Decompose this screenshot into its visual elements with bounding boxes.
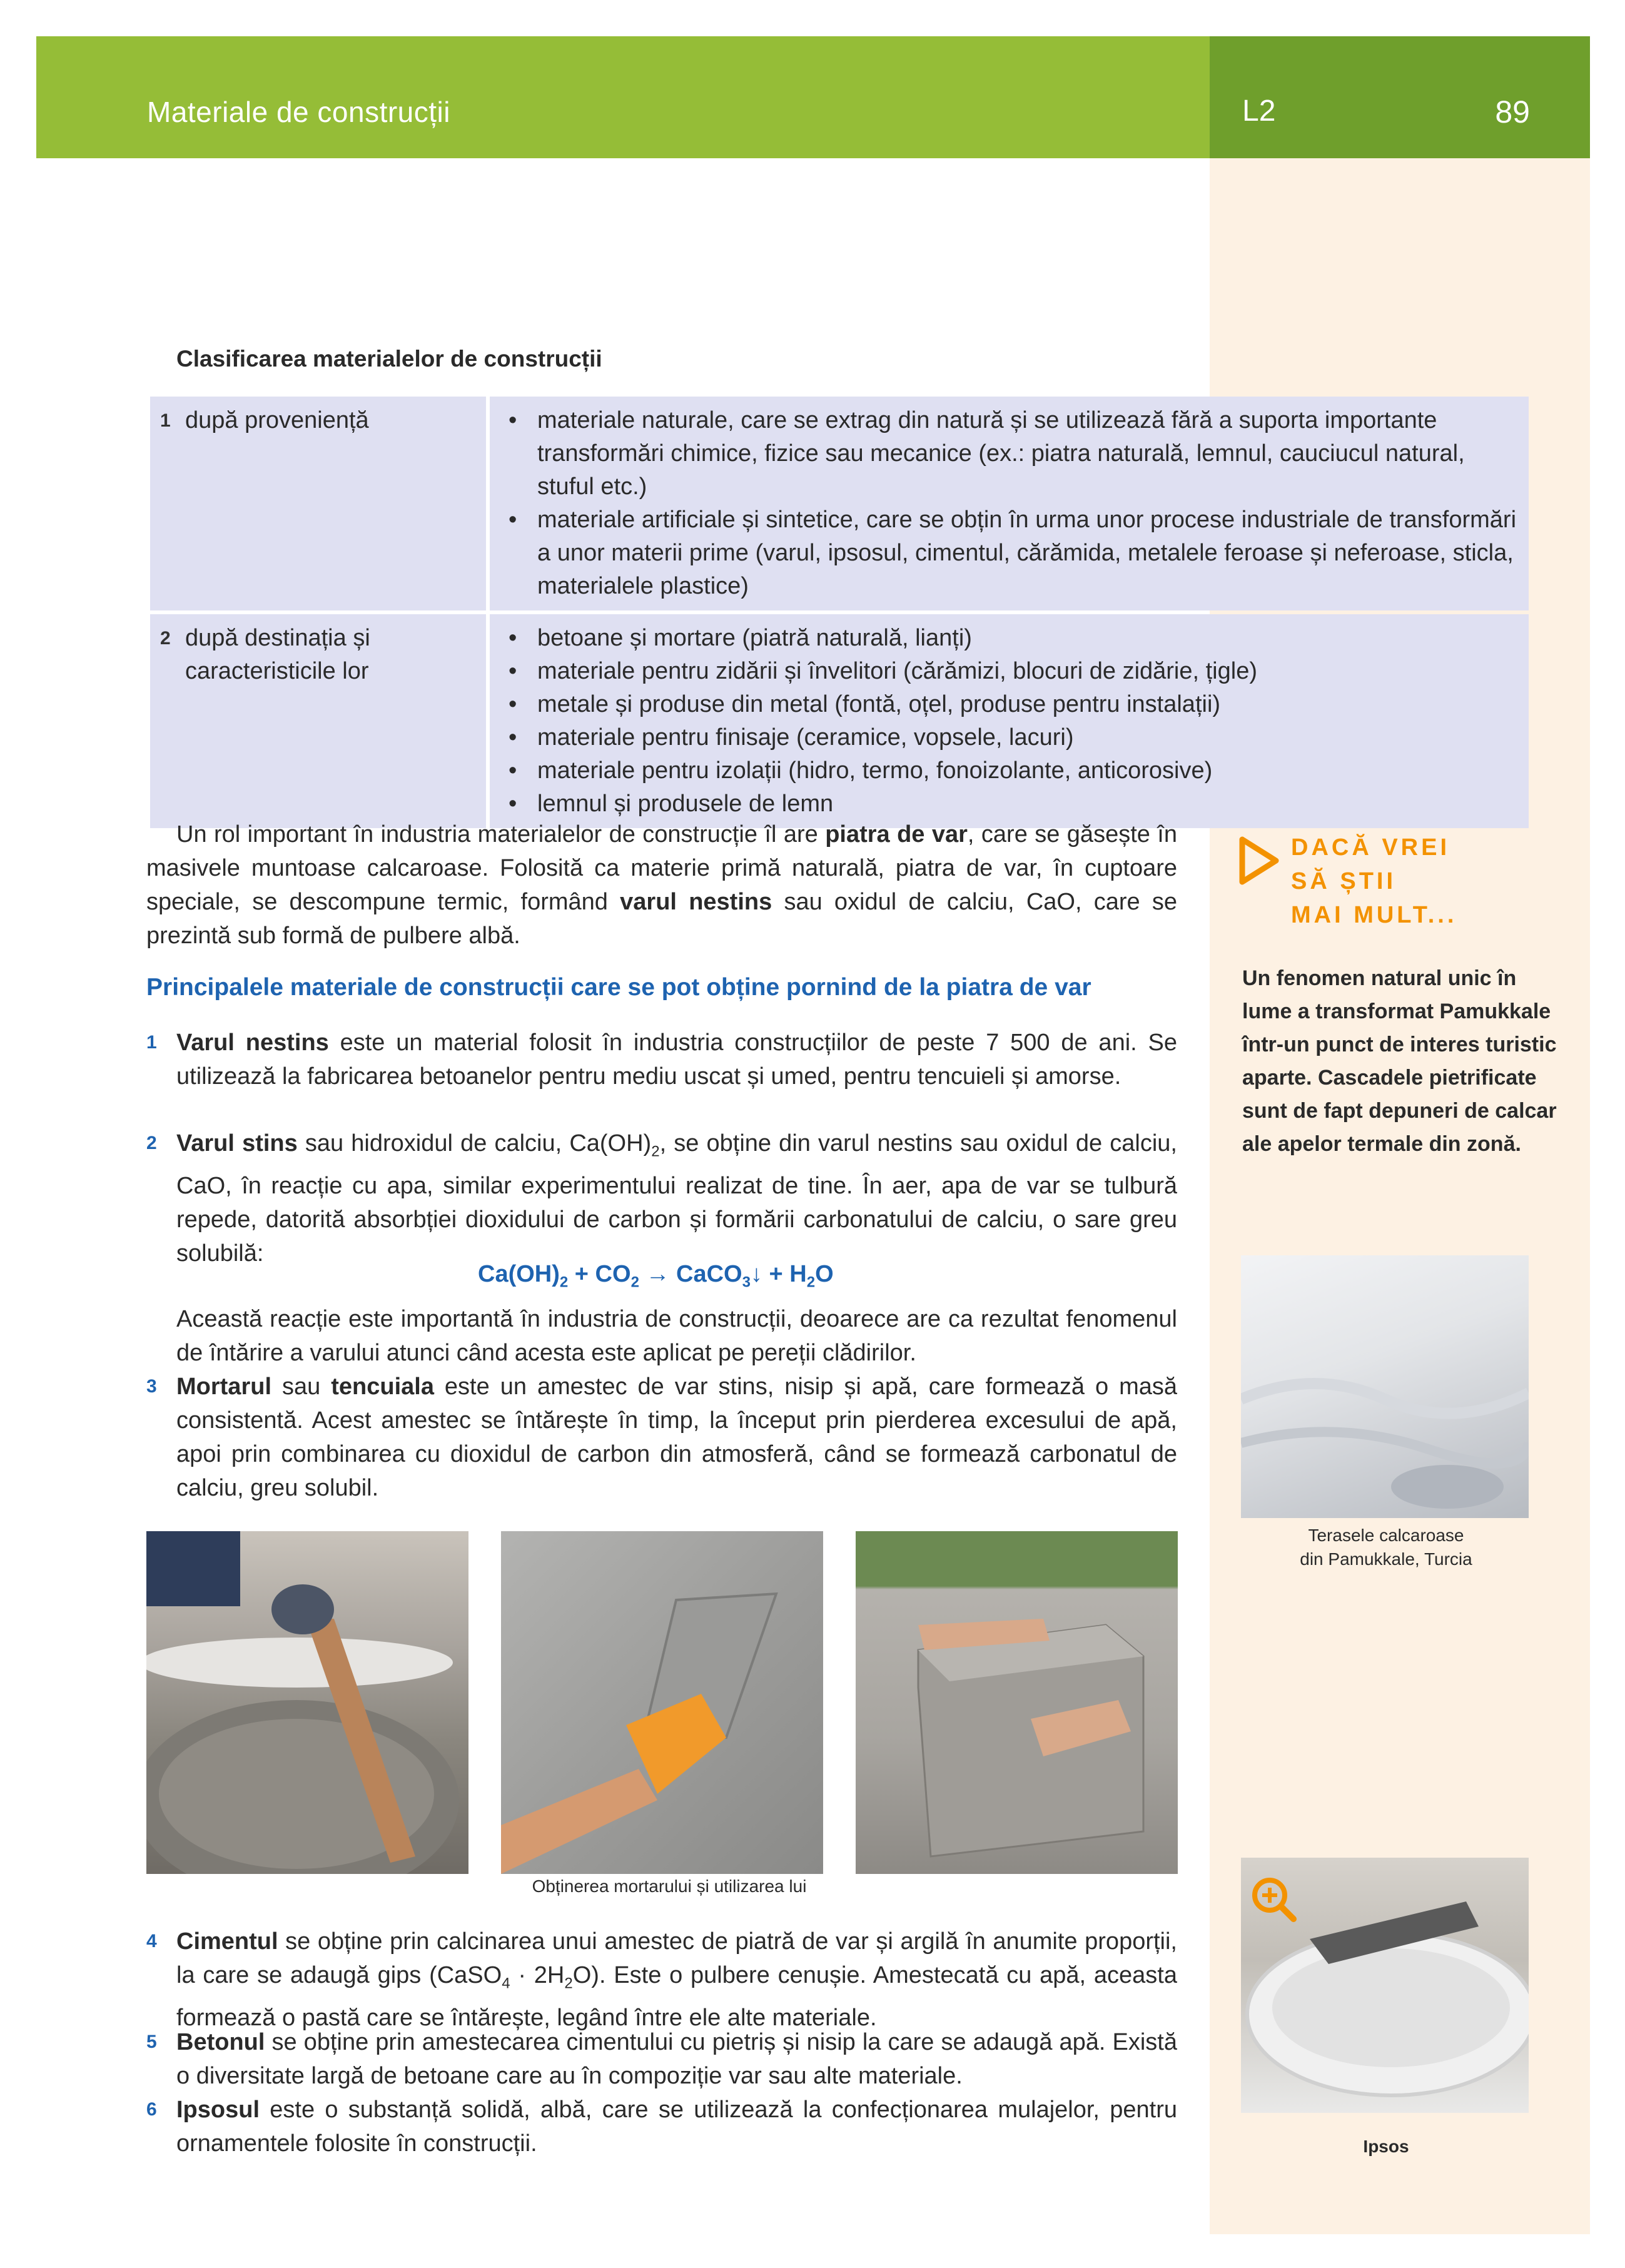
item-text: sau hidroxidul de calciu, Ca(OH) bbox=[297, 1130, 652, 1157]
intro-paragraph bbox=[146, 818, 1177, 953]
caption-line: din Pamukkale, Turcia bbox=[1300, 1549, 1472, 1569]
chemical-equation: $Ca(OH)_2 + CO_2$ → CaCO$_3$↓ + $H_2O$ bbox=[478, 1261, 834, 1291]
item-text: O). Este o pulbere cenușie. Amestecată cu apă, aceasta formează o pastă care se întărește, legând între ele alte materiale. bbox=[176, 1962, 1177, 2031]
item-number: 6 bbox=[146, 2099, 157, 2120]
list-item: • betoane și mortare (piatră naturală, lianți) bbox=[500, 622, 1519, 655]
table-row bbox=[150, 397, 1529, 610]
item-term: Betonul bbox=[176, 2029, 265, 2055]
table-cell-label bbox=[150, 614, 486, 828]
item-term: Mortarul bbox=[176, 1374, 271, 1400]
item-number: 3 bbox=[146, 1376, 157, 1397]
magnifier-plus-icon[interactable] bbox=[1248, 1874, 1298, 1924]
table-row bbox=[150, 614, 1529, 828]
item-text: · 2H bbox=[510, 1962, 565, 1988]
photo-concrete-block bbox=[856, 1531, 1178, 1874]
mortar-bucket-illustration bbox=[146, 1531, 468, 1874]
gypsum-caption: Ipsos bbox=[1363, 2137, 1409, 2156]
sidebar-text: Un fenomen natural unic în lume a transformat Pamukkale într-un punct de interes turistic aparte. Cascadele pietrificate sunt de fapt depuneri de calcar ale apelor termale din zonă. bbox=[1242, 966, 1557, 1156]
list-item-mortarul bbox=[146, 1370, 1177, 1505]
intro-bold: piatra de var bbox=[825, 821, 968, 848]
list-item: • materiale artificiale și sintetice, care se obțin în urma unor procese industriale de transformări a unor materii prime (varul, ipsosul, cimentul, cărămida, metalele feroase și neferoase, sticla, materialele plastice) bbox=[500, 504, 1519, 603]
list-item-cimentul bbox=[146, 1925, 1177, 2035]
classification-heading: Clasificarea materialelor de construcții bbox=[176, 346, 602, 372]
chapter-title: Materiale de construcții bbox=[147, 96, 450, 128]
intro-bold: varul nestins bbox=[620, 889, 772, 915]
play-arrow-icon bbox=[1237, 836, 1281, 886]
photo-plastering-wall bbox=[501, 1531, 823, 1874]
row-label: după destinația și caracteristicile lor bbox=[185, 625, 370, 684]
item-text: este un material folosit în industria construcțiilor de peste 7 500 de ani. Se utilizează la fabricarea betoanelor pentru mediu uscat și umed, pentru tencuieli și amorse. bbox=[176, 1030, 1177, 1090]
item-text: este un amestec de var stins, nisip și apă, care formează o masă consistentă. Acest amestec se întărește în timp, la început prin pierderea excesului de apă, apoi prin combinarea cu dioxidul de carbon din atmosferă, când se formează carbonatul de calciu, greu solubil. bbox=[176, 1374, 1177, 1501]
sidebar-heading-line: SĂ ȘTII bbox=[1291, 868, 1397, 894]
list-item-betonul bbox=[146, 2025, 1177, 2093]
reaction-explanation: Această reacție este importantă în industria de construcții, deoarece are ca rezultat fenomenul de întărire a varului atunci când acesta este aplicat pe pereții clădirilor. bbox=[176, 1306, 1177, 1366]
terraces-illustration bbox=[1241, 1255, 1529, 1518]
row-label: după proveniență bbox=[185, 407, 369, 433]
table-cell-content bbox=[490, 614, 1529, 828]
item-text: sau bbox=[271, 1374, 332, 1400]
item-term: tencuiala bbox=[331, 1374, 434, 1400]
list-item: • materiale naturale, care se extrag din natură și se utilizează fără a suporta importante transformări chimice, fizice sau mecanice (ex.: piatra naturală, lemnul, cauciucul natural, stuful etc.) bbox=[500, 404, 1519, 504]
intro-text: Un rol important în industria materialelor de construcție îl are bbox=[176, 821, 826, 848]
row-number: 2 bbox=[160, 628, 171, 649]
list-item: • materiale pentru izolații (hidro, termo, fonoizolante, anticorosive) bbox=[500, 754, 1519, 787]
item-term: Varul nestins bbox=[176, 1030, 329, 1056]
materials-subheading: Principalele materiale de construcții care se pot obține pornind de la piatra de var bbox=[146, 974, 1091, 1001]
pamukkale-caption bbox=[1242, 1524, 1530, 1571]
item-number: 4 bbox=[146, 1931, 157, 1952]
item-text: , se obține din varul nestins sau oxidul de calciu, CaO, în reacție cu apa, similar experimentului realizat de tine. În aer, apa de var se tulbură repede, datorită absorbției dioxidului de carbon și formării carbonatului de calciu, o sare greu solubilă: bbox=[176, 1130, 1177, 1267]
photo-pamukkale-terraces bbox=[1241, 1255, 1529, 1518]
intro-text: , care se găsește în masivele muntoase calcaroase. Folosită ca materie primă naturală, piatra de var, în cuptoare speciale, se descompune termic, formând bbox=[146, 821, 1177, 915]
table-cell-label bbox=[150, 397, 486, 610]
table-cell-content bbox=[490, 397, 1529, 610]
item-number: 5 bbox=[146, 2032, 157, 2052]
item-text: se obține prin calcinarea unui amestec de piatră de var și argilă în anumite proporții, la care se adaugă gips (CaSO bbox=[176, 1928, 1177, 1988]
intro-text: sau oxidul de calciu, CaO, care se prezintă sub formă de pulbere albă. bbox=[146, 889, 1177, 949]
caption-line: Terasele calcaroase bbox=[1308, 1526, 1464, 1545]
row-number: 1 bbox=[160, 410, 171, 431]
sidebar-heading-line: MAI MULT... bbox=[1291, 902, 1457, 928]
block-illustration bbox=[856, 1531, 1178, 1874]
subscript: 2 bbox=[651, 1143, 660, 1160]
item-text: se obține prin amestecarea cimentului cu pietriș și nisip la care se adaugă apă. Există o diversitate largă de betoane care au în compoziție var sau alte materiale. bbox=[176, 2029, 1177, 2089]
list-item-varul-nestins bbox=[146, 1026, 1177, 1093]
list-item: • metale și produse din metal (fontă, oțel, produse pentru instalații) bbox=[500, 688, 1519, 721]
sidebar-heading-line: DACĂ VREI bbox=[1291, 834, 1450, 861]
list-item: • materiale pentru zidării și învelitori (cărămizi, blocuri de zidărie, țigle) bbox=[500, 655, 1519, 688]
item-text: este o substanță solidă, albă, care se utilizează la confecționarea mulajelor, pentru ornamentele folosite în construcții. bbox=[176, 2097, 1177, 2157]
list-item: • materiale pentru finisaje (ceramice, vopsele, lacuri) bbox=[500, 721, 1519, 754]
sidebar-heading bbox=[1291, 831, 1457, 932]
item-number: 1 bbox=[146, 1032, 157, 1053]
item-term: Ipsosul bbox=[176, 2097, 260, 2123]
subscript: 4 bbox=[502, 1975, 510, 1992]
page-number: 89 bbox=[1495, 94, 1530, 129]
photo-caption: Obținerea mortarului și utilizarea lui bbox=[532, 1876, 807, 1896]
plastering-illustration bbox=[501, 1531, 823, 1874]
subscript: 2 bbox=[564, 1975, 573, 1992]
list-item-ipsosul bbox=[146, 2093, 1177, 2160]
item-term: Varul stins bbox=[176, 1130, 298, 1157]
list-item: • lemnul și produsele de lemn bbox=[500, 787, 1519, 821]
list-item-varul-stins bbox=[146, 1126, 1177, 1270]
lesson-label: L2 bbox=[1242, 94, 1276, 128]
item-number: 2 bbox=[146, 1133, 157, 1153]
classification-table bbox=[146, 393, 1532, 832]
photo-mixing-mortar bbox=[146, 1531, 468, 1874]
item-term: Cimentul bbox=[176, 1928, 278, 1955]
